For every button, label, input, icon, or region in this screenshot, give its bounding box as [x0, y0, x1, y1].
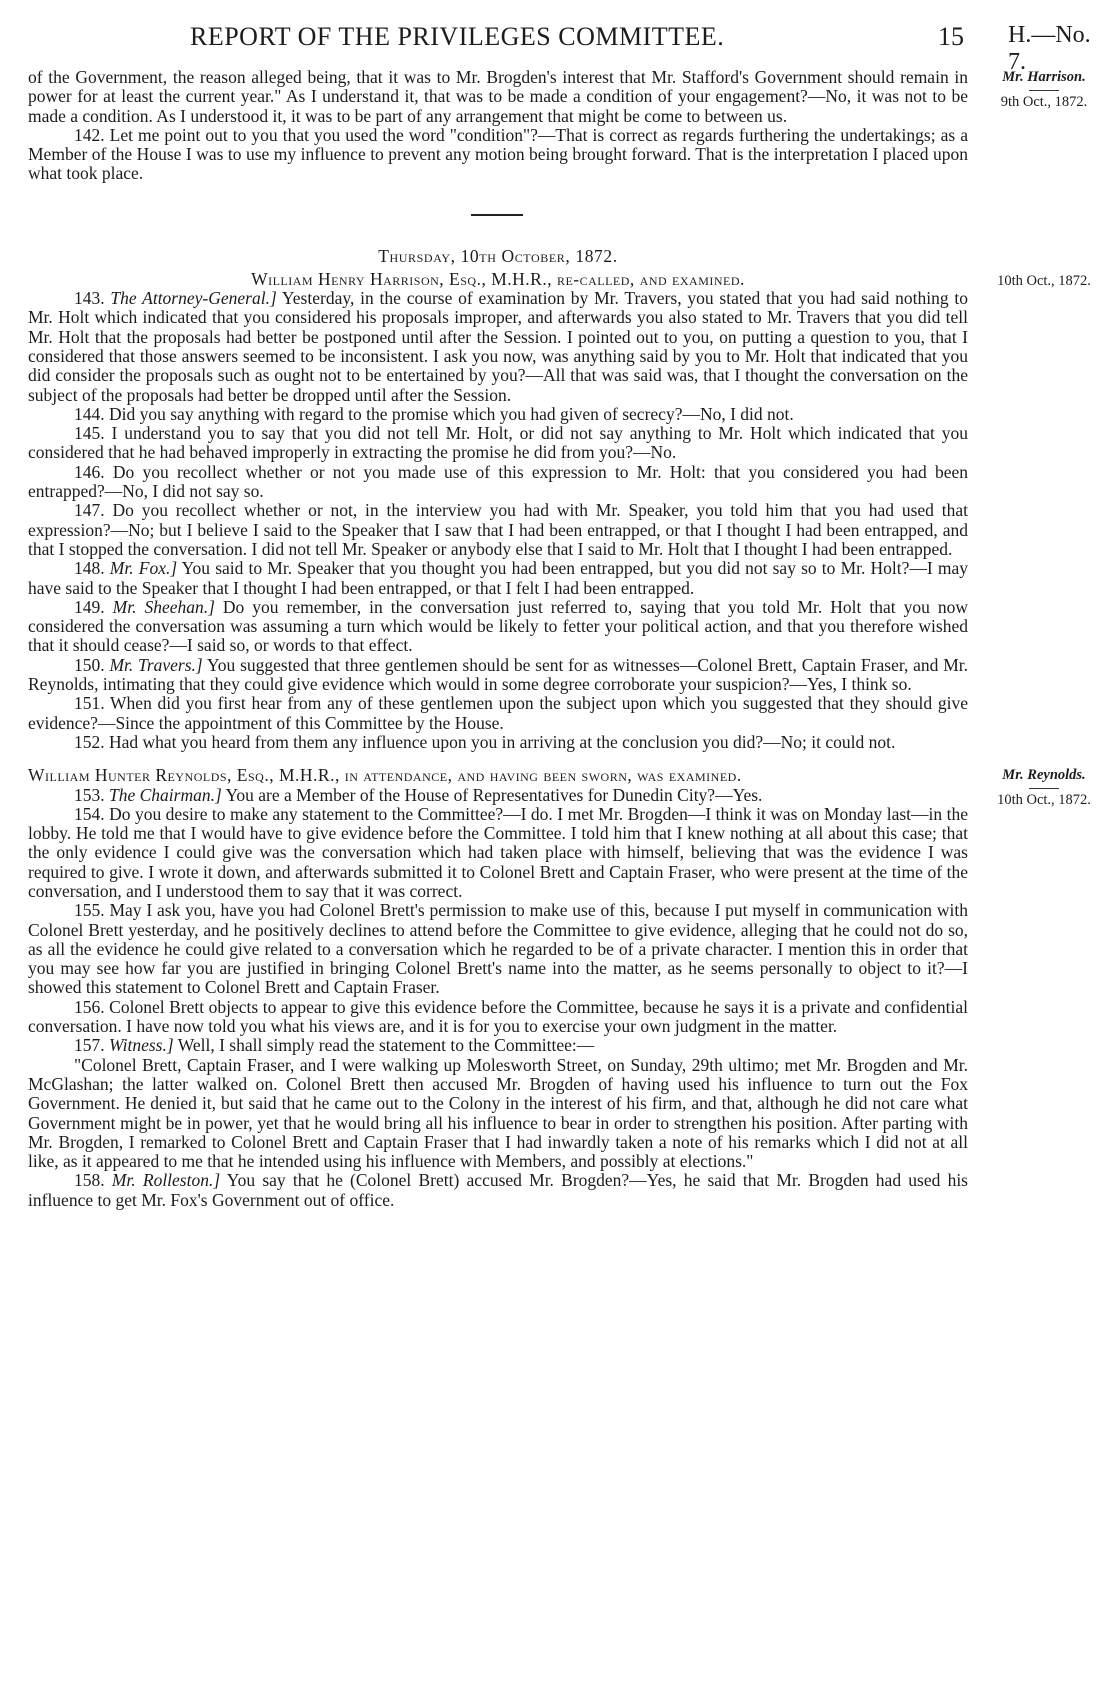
speaker-name: Witness.] — [109, 1035, 174, 1056]
paragraph: of the Government, the reason alleged being, that it was to Mr. Brogden's interest that Mr. Stafford's Government should remain in power for at least the current year." As I understand it, that was to be made a condition of your engagement?—No, it was not to be made a condition. As I understood it, it was to be part of any arrangement that might be come to between us. — [28, 67, 968, 126]
question-150: 150. Mr. Travers.] You suggested that three gentlemen should be sent for as witnesses—Colonel Brett, Captain Fraser, and Mr. Reynolds, intimating that they could give evidence which would in some degree corroborate your suspicion?—Yes, I think so. — [28, 654, 969, 695]
question-148: 148. Mr. Fox.] You said to Mr. Speaker that you thought you had been entrapped, but you did not say so to Mr. Holt?—I may have said to the Speaker that I thought I had been entrapped, or that I felt I had been entrapped. — [28, 558, 969, 598]
question-151: 151. When did you first hear from any of these gentlemen upon the subject upon which you suggested that they should give evidence?—Since the appointment of this Committee by the House. — [28, 693, 968, 733]
question-154: 154. Do you desire to make any statement to the Committee?—I do. I met Mr. Brogden—I think it was on Monday last—in the lobby. He told me that I would have to give evidence before the Committee. I told him that I knew nothing at all about this case; that the only evidence I could give was the conversation which had taken place with himself, believing that was the evidence I was required to give. I wrote it down, and afterwards submitted it to Colonel Brett and Captain Fraser, who were present at the time of the conversation, and I understood them to say that it was correct. — [28, 803, 968, 901]
session-date-heading: Thursday, 10th October, 1872. — [378, 245, 618, 266]
speaker-name: The Attorney-General.] — [110, 288, 277, 309]
witness-heading: William Henry Harrison, Esq., M.H.R., re-called, and examined. — [251, 268, 745, 289]
margin-rule — [1029, 788, 1059, 789]
question-156: 156. Colonel Brett objects to appear to give this evidence before the Committee, because he says it is a private and confidential conversation. I have now told you what his views are, and it is for you to exercise your own judgment in the matter. — [28, 996, 968, 1037]
margin-rule — [1029, 90, 1059, 91]
page-header — [28, 22, 1094, 75]
main-column — [28, 68, 968, 184]
speaker-name: The Chairman.] — [109, 784, 222, 805]
witness-heading: William Hunter Reynolds, Esq., M.H.R., in attendance, and having been sworn, was examined. — [28, 765, 742, 786]
question-153: 153. The Chairman.] You are a Member of the House of Representatives for Dunedin City?—Yes. — [74, 784, 763, 805]
question-145: 145. I understand you to say that you did not tell Mr. Holt, or did not say anything to Mr. Holt which indicated that you considered that he had behaved improperly in extracting the promise he did from you?—No. — [28, 423, 968, 463]
margin-witness-name: Mr. Harrison. — [1002, 69, 1086, 85]
margin-note-harrison — [982, 68, 1106, 112]
quoted-statement: "Colonel Brett, Captain Fraser, and I were walking up Molesworth Street, on Sunday, 29th ultimo; met Mr. Brogden and Mr. McGlashan; the latter walked on. Colonel Brett then accused Mr. Brogden of having used his influence to turn out the Fox Government. He denied it, but said that he came out to the Colony in the interest of his firm, and that, although he did not care what Government might be in power, yet that he would bring all his influence to bear in order to strengthen his position. After parting with Mr. Brogden, I remarked to Colonel Brett and Captain Fraser that I had inwardly taken a note of his remarks which I did not at all like, as it appeared to me that he intended using his influence with Members, and possibly at elections." — [28, 1054, 968, 1172]
main-column — [28, 270, 968, 752]
margin-note-reynolds — [982, 766, 1106, 810]
margin-date: 9th Oct., 1872. — [1000, 94, 1088, 110]
harrison-continued-section — [28, 68, 1094, 184]
question-146: 146. Do you recollect whether or not you made use of this expression to Mr. Holt: that you considered you had been entrapped?—No, I did not say so. — [28, 461, 968, 502]
harrison-recalled-section — [28, 270, 1094, 752]
margin-note-session — [982, 272, 1106, 291]
margin-date: 10th Oct., 1872. — [997, 272, 1091, 289]
speaker-name: Mr. Rolleston.] — [111, 1170, 221, 1191]
margin-date: 10th Oct., 1872. — [997, 792, 1091, 809]
question-152: 152. Had what you heard from them any influence upon you in arriving at the conclusion you did?—No; it could not. — [74, 731, 896, 752]
question-155: 155. May I ask you, have you had Colonel Brett's permission to make use of this, because I put myself in communication with Colonel Brett yesterday, and he positively declines to attend before the Committee to give evidence, alleging that he could not do so, as all the evidence he could give related to a conversation which he regarded to be of a private character. I mention this in order that you may see how far you are justified in bringing Colonel Brett's name into the matter, as he seems personally to object to it?—I showed this statement to Colonel Brett and Captain Fraser. — [28, 900, 968, 998]
page-body — [28, 68, 1094, 1210]
spacer — [28, 752, 1094, 766]
question-142: 142. Let me point out to you that you used the word "condition"?—That is correct as regards furthering the undertakings; as a Member of the House I was to use my influence to prevent any motion being brought forward. That is the interpretation I placed upon what took place. — [28, 124, 968, 184]
section-divider — [471, 214, 523, 216]
speaker-name: Mr. Sheehan.] — [112, 596, 215, 617]
question-144: 144. Did you say anything with regard to the promise which you had given of secrecy?—No, I did not. — [74, 403, 794, 424]
report-title: REPORT OF THE PRIVILEGES COMMITTEE. — [190, 22, 725, 51]
question-157: 157. Witness.] Well, I shall simply read the statement to the Committee:— — [74, 1035, 595, 1056]
question-143: 143. The Attorney-General.] Yesterday, in the course of examination by Mr. Travers, you stated that you had said nothing to Mr. Holt which indicated that you considered his proposals improper, and afterwards you also stated to Mr. Travers that you did tell Mr. Holt that the proposals had better be postponed until after the Session. I pointed out to you, on putting a question to you, that I considered that those answers seemed to be inconsistent. I ask you now, was anything said by you to Mr. Holt that indicated that you did consider the proposals such as ought not to be entertained by you?—All that was said was, that I thought the conversation on the subject of the proposals had better be dropped until after the Session. — [28, 288, 968, 405]
page-number: 15 — [938, 22, 964, 51]
main-column — [28, 766, 968, 1210]
question-149: 149. Mr. Sheehan.] Do you remember, in the conversation just referred to, saying that you told Mr. Holt that you now considered the conversation was assuming a turn which would be likely to fetter your political action, and that you therefore wished that it should cease?—I said so, or words to that effect. — [28, 596, 969, 656]
question-158: 158. Mr. Rolleston.] You say that he (Colonel Brett) accused Mr. Brogden?—Yes, he said that Mr. Brogden had used his influence to get Mr. Fox's Government out of office. — [28, 1170, 968, 1210]
reynolds-section — [28, 766, 1094, 1210]
speaker-name: Mr. Travers.] — [109, 654, 203, 675]
speaker-name: Mr. Fox.] — [109, 558, 178, 579]
question-147: 147. Do you recollect whether or not, in the interview you had with Mr. Speaker, you told him that you had used that expression?—No; but I believe I said to the Speaker that I saw that I had been entrapped, or that I thought I had been entrapped, and that I stopped the conversation. I did not tell Mr. Speaker or anybody else that I said to Mr. Holt that I thought I had been entrapped. — [28, 500, 968, 559]
margin-witness-name: Mr. Reynolds. — [1002, 767, 1086, 784]
paper-reference: H.—No. 7. — [1008, 22, 1091, 75]
